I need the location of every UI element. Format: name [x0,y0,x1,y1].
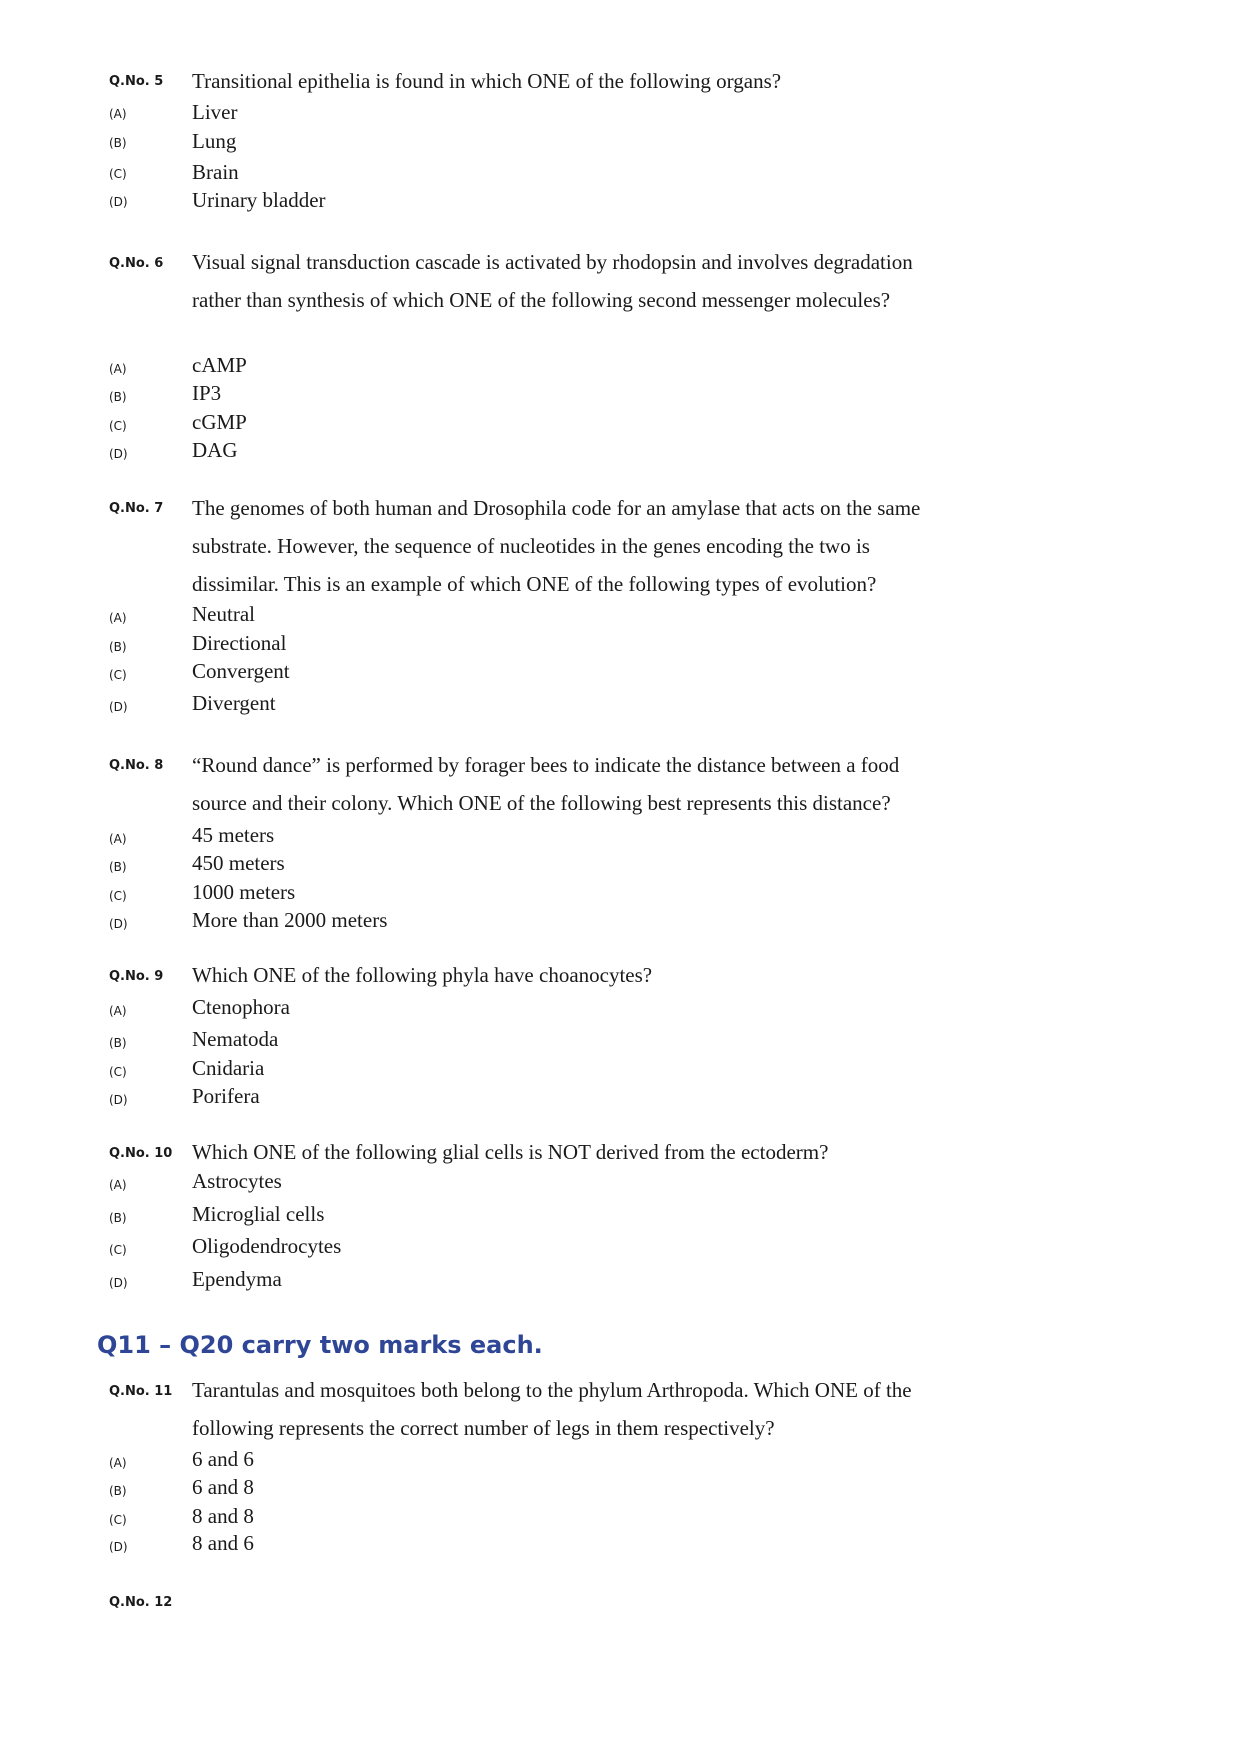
option-text: Urinary bladder [192,188,326,212]
option-text: cAMP [192,353,247,377]
question-number: Q.No. 10 [109,1146,173,1161]
question-stem: “Round dance” is performed by forager bees to indicate the distance between a food source and their colony. Which ONE of the following best represents this distance? [192,753,900,815]
option-label: (D) [109,700,128,714]
option-text: Lung [192,129,237,153]
option-text: Brain [192,160,239,184]
option-text: Nematoda [192,1027,279,1051]
option-label: (A) [109,832,127,846]
question-stem: Transitional epithelia is found in which ONE of the following organs? [192,69,782,93]
option-text: Cnidaria [192,1056,265,1080]
option-label: (C) [109,1243,127,1257]
option-text: 45 meters [192,823,275,847]
option-text: 8 and 8 [192,1504,254,1528]
question-number: Q.No. 9 [109,969,164,984]
question-number: Q.No. 5 [109,74,164,89]
option-text: Porifera [192,1084,260,1108]
option-text: 8 and 6 [192,1531,254,1555]
option-label: (B) [109,640,127,654]
option-text: Divergent [192,691,276,715]
option-text: Astrocytes [192,1169,282,1193]
option-label: (D) [109,447,128,461]
option-label: (B) [109,1211,127,1225]
option-text: More than 2000 meters [192,908,388,932]
option-text: Microglial cells [192,1202,325,1226]
section-heading: Q11 – Q20 carry two marks each. [97,1331,543,1359]
option-label: (D) [109,195,128,209]
option-label: (C) [109,167,127,181]
option-label: (B) [109,1036,127,1050]
option-text: Directional [192,631,287,655]
question-number: Q.No. 8 [109,758,164,773]
option-label: (A) [109,1004,127,1018]
option-text: Oligodendrocytes [192,1234,342,1258]
option-label: (A) [109,1456,127,1470]
option-label: (A) [109,611,127,625]
option-label: (B) [109,136,127,150]
question-number: Q.No. 7 [109,501,164,516]
question-stem: The genomes of both human and Drosophila code for an amylase that acts on the same substrate. However, the sequence of nucleotides in the genes encoding the two is dissimilar. This is an example of which ONE of the following types of evolution? [192,496,921,596]
option-label: (D) [109,1276,128,1290]
option-label: (D) [109,917,128,931]
option-text: Convergent [192,659,290,683]
option-label: (D) [109,1540,128,1554]
option-label: (B) [109,1484,127,1498]
option-label: (A) [109,1178,127,1192]
option-text: DAG [192,438,238,462]
option-label: (B) [109,390,127,404]
option-label: (C) [109,1513,127,1527]
question-number: Q.No. 12 [109,1595,173,1610]
option-label: (C) [109,668,127,682]
option-text: cGMP [192,410,247,434]
question-stem: Which ONE of the following phyla have choanocytes? [192,963,653,987]
question-stem: Visual signal transduction cascade is activated by rhodopsin and involves degradation rather than synthesis of which ONE of the following second messenger molecules? [192,250,913,312]
option-text: 450 meters [192,851,285,875]
option-text: IP3 [192,381,222,405]
option-label: (A) [109,107,127,121]
option-text: Neutral [192,602,255,626]
option-text: 1000 meters [192,880,296,904]
option-text: Ctenophora [192,995,290,1019]
option-label: (C) [109,1065,127,1079]
question-number: Q.No. 11 [109,1384,173,1399]
option-text: Ependyma [192,1267,282,1291]
question-number: Q.No. 6 [109,256,164,271]
option-label: (B) [109,860,127,874]
option-text: 6 and 6 [192,1447,254,1471]
option-text: 6 and 8 [192,1475,254,1499]
question-stem: Which ONE of the following glial cells is NOT derived from the ectoderm? [192,1140,829,1164]
option-text: Liver [192,100,238,124]
option-label: (D) [109,1093,128,1107]
option-label: (C) [109,889,127,903]
question-stem: Tarantulas and mosquitoes both belong to the phylum Arthropoda. Which ONE of the following represents the correct number of legs in them respectively? [192,1378,912,1440]
option-label: (A) [109,362,127,376]
option-label: (C) [109,419,127,433]
